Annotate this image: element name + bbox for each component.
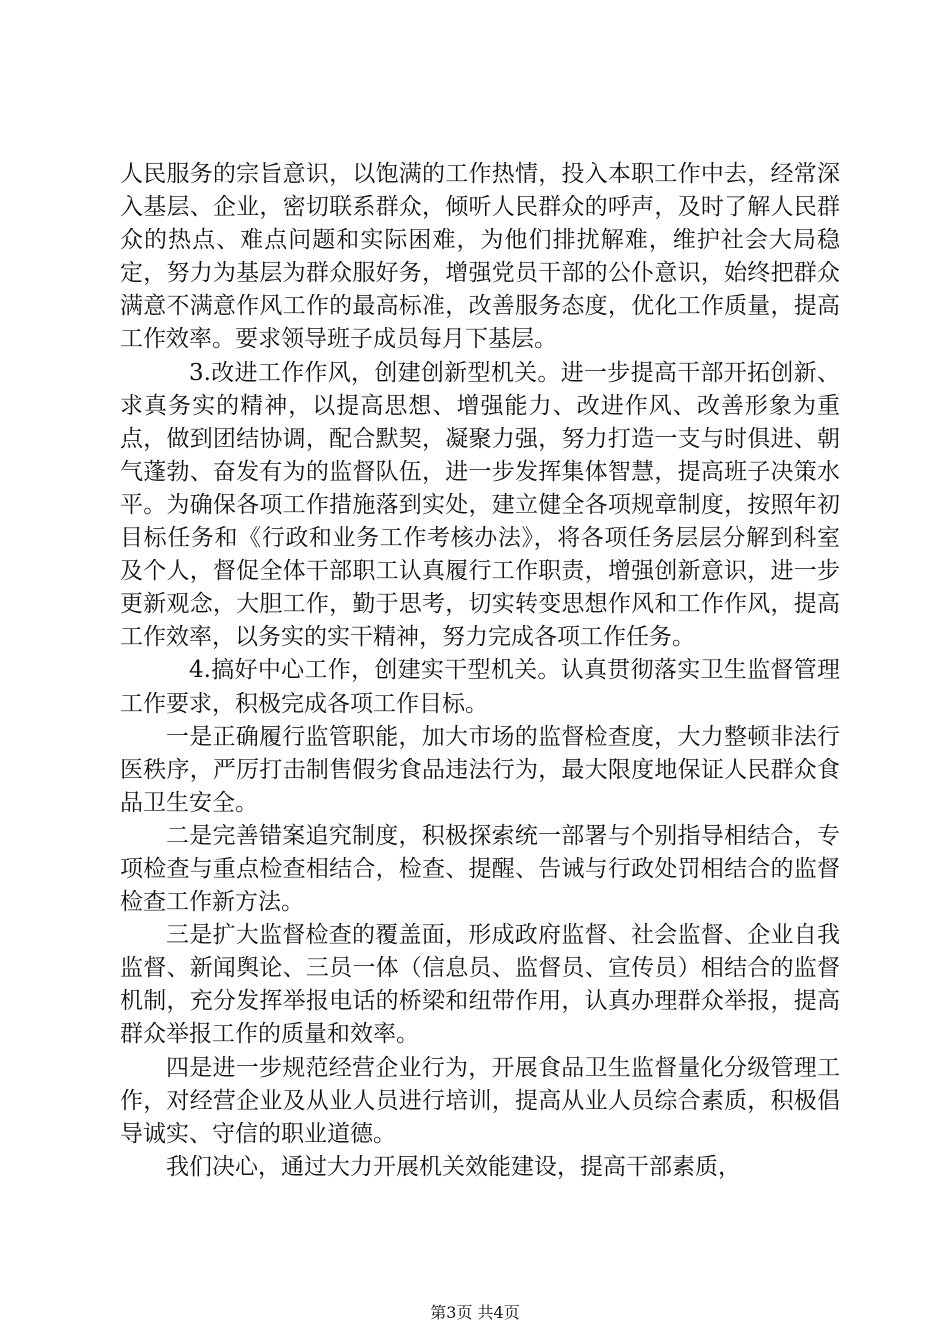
paragraph-6: 三是扩大监督检查的覆盖面，形成政府监督、社会监督、企业自我监督、新闻舆论、三员一体（信息员、监督员、宣传员）相结合的监督机制，充分发挥举报电话的桥梁和纽带作用，认真办理群众举报，提高群众举报工作的质量和效率。 — [120, 922, 840, 1048]
paragraph-4: 一是正确履行监管职能，加大市场的监督检查度，大力整顿非法行医秩序，严厉打击制售假劣食品违法行为，最大限度地保证人民群众食品卫生安全。 — [120, 723, 840, 816]
page-footer: 第3页 共4页 — [430, 1303, 520, 1322]
paragraph-1: 人民服务的宗旨意识，以饱满的工作热情，投入本职工作中去，经常深入基层、企业，密切联系群众，倾听人民群众的呼声，及时了解人民群众的热点、难点问题和实际困难，为他们排扰解难，维护社会大局稳定，努力为基层为群众服好务，增强党员干部的公仆意识，始终把群众满意不满意作风工作的最高标准，改善服务态度，优化工作质量，提高工作效率。要求领导班子成员每月下基层。 — [120, 161, 840, 353]
paragraph-2: 3.改进工作作风，创建创新型机关。进一步提高干部开拓创新、求真务实的精神，以提高思想、增强能力、改进作风、改善形象为重点，做到团结协调，配合默契，凝聚力强，努力打造一支与时俱进、朝气蓬勃、奋发有为的监督队伍，进一步发挥集体智慧，提高班子决策水平。为确保各项工作措施落到实处，建立健全各项规章制度，按照年初目标任务和《行政和业务工作考核办法》，将各项任务层层分解到科室及个人，督促全体干部职工认真履行工作职责，增强创新意识，进一步更新观念，大胆工作，勤于思考，切实转变思想作风和工作作风，提高工作效率，以务实的实干精神，努力完成各项工作任务。 — [120, 359, 840, 651]
paragraph-5: 二是完善错案追究制度，积极探索统一部署与个别指导相结合，专项检查与重点检查相结合，检查、提醒、告诫与行政处罚相结合的监督检查工作新方法。 — [120, 822, 840, 916]
paragraph-8: 我们决心，通过大力开展机关效能建设，提高干部素质， — [166, 1153, 741, 1180]
paragraph-7: 四是进一步规范经营企业行为，开展食品卫生监督量化分级管理工作，对经营企业及从业人员进行培训，提高从业人员综合素质，积极倡导诚实、守信的职业道德。 — [120, 1054, 840, 1147]
paragraph-3: 4.搞好中心工作，创建实干型机关。认真贯彻落实卫生监督管理工作要求，积极完成各项工作目标。 — [120, 657, 840, 717]
document-body — [120, 158, 840, 1184]
